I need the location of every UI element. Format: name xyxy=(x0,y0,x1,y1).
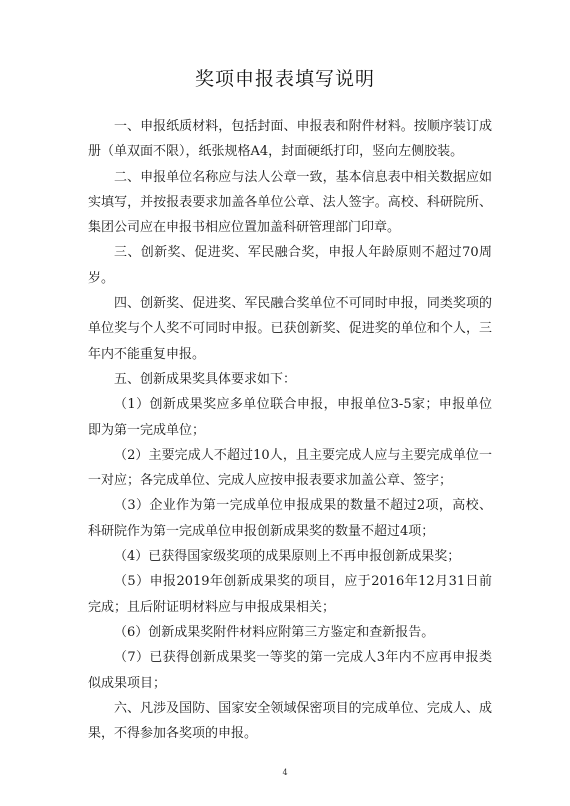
list-item-4: （4）已获得国家级奖项的成果原则上不再申报创新成果奖； xyxy=(114,549,461,565)
paragraph-6: 六、凡涉及国防、国家安全领域保密项目的完成单位、完成人、成果，不得参加各奖项的申报。 xyxy=(88,700,492,742)
list-item-7: （7）已获得创新成果奖一等奖的第一完成人3年内不应再申报类似成果项目； xyxy=(88,650,492,691)
list-item-6: （6）创新成果奖附件材料应附第三方鉴定和查新报告。 xyxy=(114,624,435,640)
paragraph-2: 二、申报单位名称应与法人公章一致，基本信息表中相关数据应如实填写，并按报表要求加盖各单位公章、法人签字。高校、科研院所、集团公司应在申报书相应位置加盖科研管理部门印章。 xyxy=(88,169,492,236)
list-item-1: （1）创新成果奖应多单位联合申报，申报单位3-5家；申报单位即为第一完成单位； xyxy=(88,397,492,438)
paragraph-3: 三、创新奖、促进奖、军民融合奖，申报人年龄原则不超过70周岁。 xyxy=(88,245,492,286)
document-body xyxy=(88,114,492,746)
list-item-3: （3）企业作为第一完成单位申报成果的数量不超过2项，高校、科研院作为第一完成单位申报创新成果奖的数量不超过4项； xyxy=(88,498,492,539)
list-item-2: （2）主要完成人不超过10人，且主要完成人应与主要完成单位一一对应；各完成单位、完成人应按申报表要求加盖公章、签字； xyxy=(88,447,492,489)
list-item-5: （5）申报2019年创新成果奖的项目，应于2016年12月31日前完成；且后附证明材料应与申报成果相关； xyxy=(88,574,492,615)
paragraph-1: 一、申报纸质材料，包括封面、申报表和附件材料。按顺序装订成册（单双面不限），纸张规格A4，封面硬纸打印，竖向左侧胶装。 xyxy=(88,119,492,160)
page-title: 奖项申报表填写说明 xyxy=(194,68,375,90)
page-number: 4 xyxy=(282,768,288,777)
paragraph-5: 五、创新成果奖具体要求如下： xyxy=(114,371,297,387)
paragraph-4: 四、创新奖、促进奖、军民融合奖单位不可同时申报，同类奖项的单位奖与个人奖不可同时申报。已获创新奖、促进奖的单位和个人，三年内不能重复申报。 xyxy=(88,296,492,362)
